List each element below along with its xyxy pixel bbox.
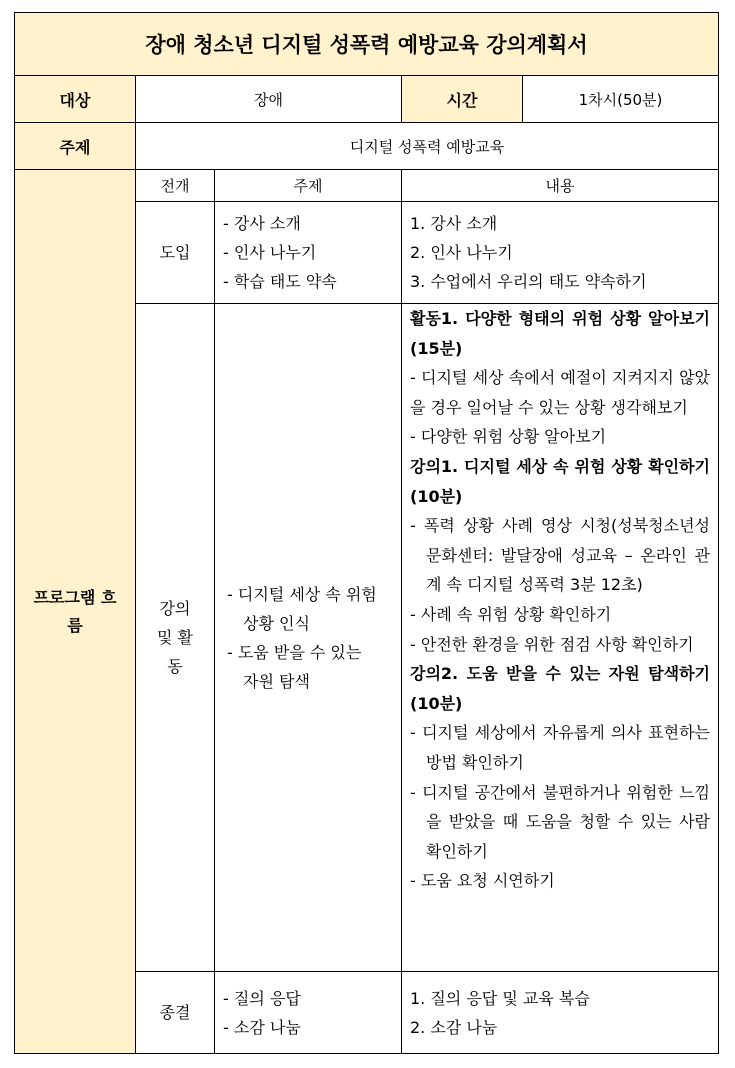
target-value: 장애 <box>136 76 402 123</box>
closing-topics <box>215 972 402 1054</box>
lecture2-item: - 디지털 공간에서 불편하거나 위험한 느낌을 받았을 때 도움을 청할 수 있는 사람 확인하기 <box>410 782 710 861</box>
closing-topic-item: - 질의 응답 <box>223 988 301 1008</box>
topic-label: 주제 <box>15 123 136 170</box>
main-topic-item: - 도움 받을 수 있는 자원 탐색 <box>227 642 362 691</box>
lecture1-item: - 폭력 상황 사례 영상 시청(성북청소년성문화센터: 발달장애 성교육 – 온라인 관계 속 디지털 성폭력 3분 12초) <box>410 516 710 595</box>
closing-content-item: 1. 질의 응답 및 교육 복습 <box>410 988 590 1008</box>
intro-content-item: 2. 인사 나누기 <box>410 243 513 262</box>
main-contents <box>402 304 719 972</box>
closing-content-item: 2. 소감 나눔 <box>410 1017 498 1037</box>
lecture2-heading: 강의2. 도움 받을 수 있는 자원 탐색하기(10분) <box>410 664 710 713</box>
target-label: 대상 <box>15 76 136 123</box>
intro-contents <box>402 202 719 304</box>
lecture2-item: - 디지털 세상에서 자유롭게 의사 표현하는 방법 확인하기 <box>410 723 710 772</box>
main-topic-item: - 디지털 세상 속 위험 상황 인식 <box>227 584 377 633</box>
header-topic: 주제 <box>215 170 402 202</box>
lecture2-item: - 도움 요청 시연하기 <box>410 871 555 891</box>
time-value: 1차시(50분) <box>523 76 719 123</box>
stage-main: 강의 및 활동 <box>136 304 215 972</box>
activity1-heading: 활동1. 다양한 형태의 위험 상황 알아보기(15분) <box>410 309 710 358</box>
activity1-item: - 다양한 위험 상황 알아보기 <box>410 427 607 447</box>
topic-value: 디지털 성폭력 예방교육 <box>136 123 719 170</box>
intro-topic-item: - 학습 태도 약속 <box>223 272 337 291</box>
lecture1-item: - 사례 속 위험 상황 확인하기 <box>410 604 612 624</box>
lecture-plan-document <box>14 12 718 1056</box>
lecture-plan-table <box>14 12 719 1054</box>
closing-topic-item: - 소감 나눔 <box>223 1017 301 1037</box>
intro-topic-item: - 강사 소개 <box>223 214 301 233</box>
main-topics <box>215 304 402 972</box>
intro-content-item: 3. 수업에서 우리의 태도 약속하기 <box>410 272 647 291</box>
time-label: 시간 <box>402 76 523 123</box>
intro-topics <box>215 202 402 304</box>
header-content: 내용 <box>402 170 719 202</box>
closing-contents <box>402 972 719 1054</box>
intro-content-item: 1. 강사 소개 <box>410 214 498 233</box>
activity1-item: - 디지털 세상 속에서 예절이 지켜지지 않았을 경우 일어날 수 있는 상황 생각해보기 <box>410 368 710 417</box>
lecture1-item: - 안전한 환경을 위한 점검 사항 확인하기 <box>410 634 694 654</box>
intro-topic-item: - 인사 나누기 <box>223 243 317 262</box>
stage-closing: 종결 <box>136 972 215 1054</box>
lecture1-heading: 강의1. 디지털 세상 속 위험 상황 확인하기(10분) <box>410 456 710 506</box>
program-flow-label: 프로그램 흐름 <box>15 170 136 1054</box>
header-stage: 전개 <box>136 170 215 202</box>
stage-intro: 도입 <box>136 202 215 304</box>
document-title: 장애 청소년 디지털 성폭력 예방교육 강의계획서 <box>15 13 719 76</box>
